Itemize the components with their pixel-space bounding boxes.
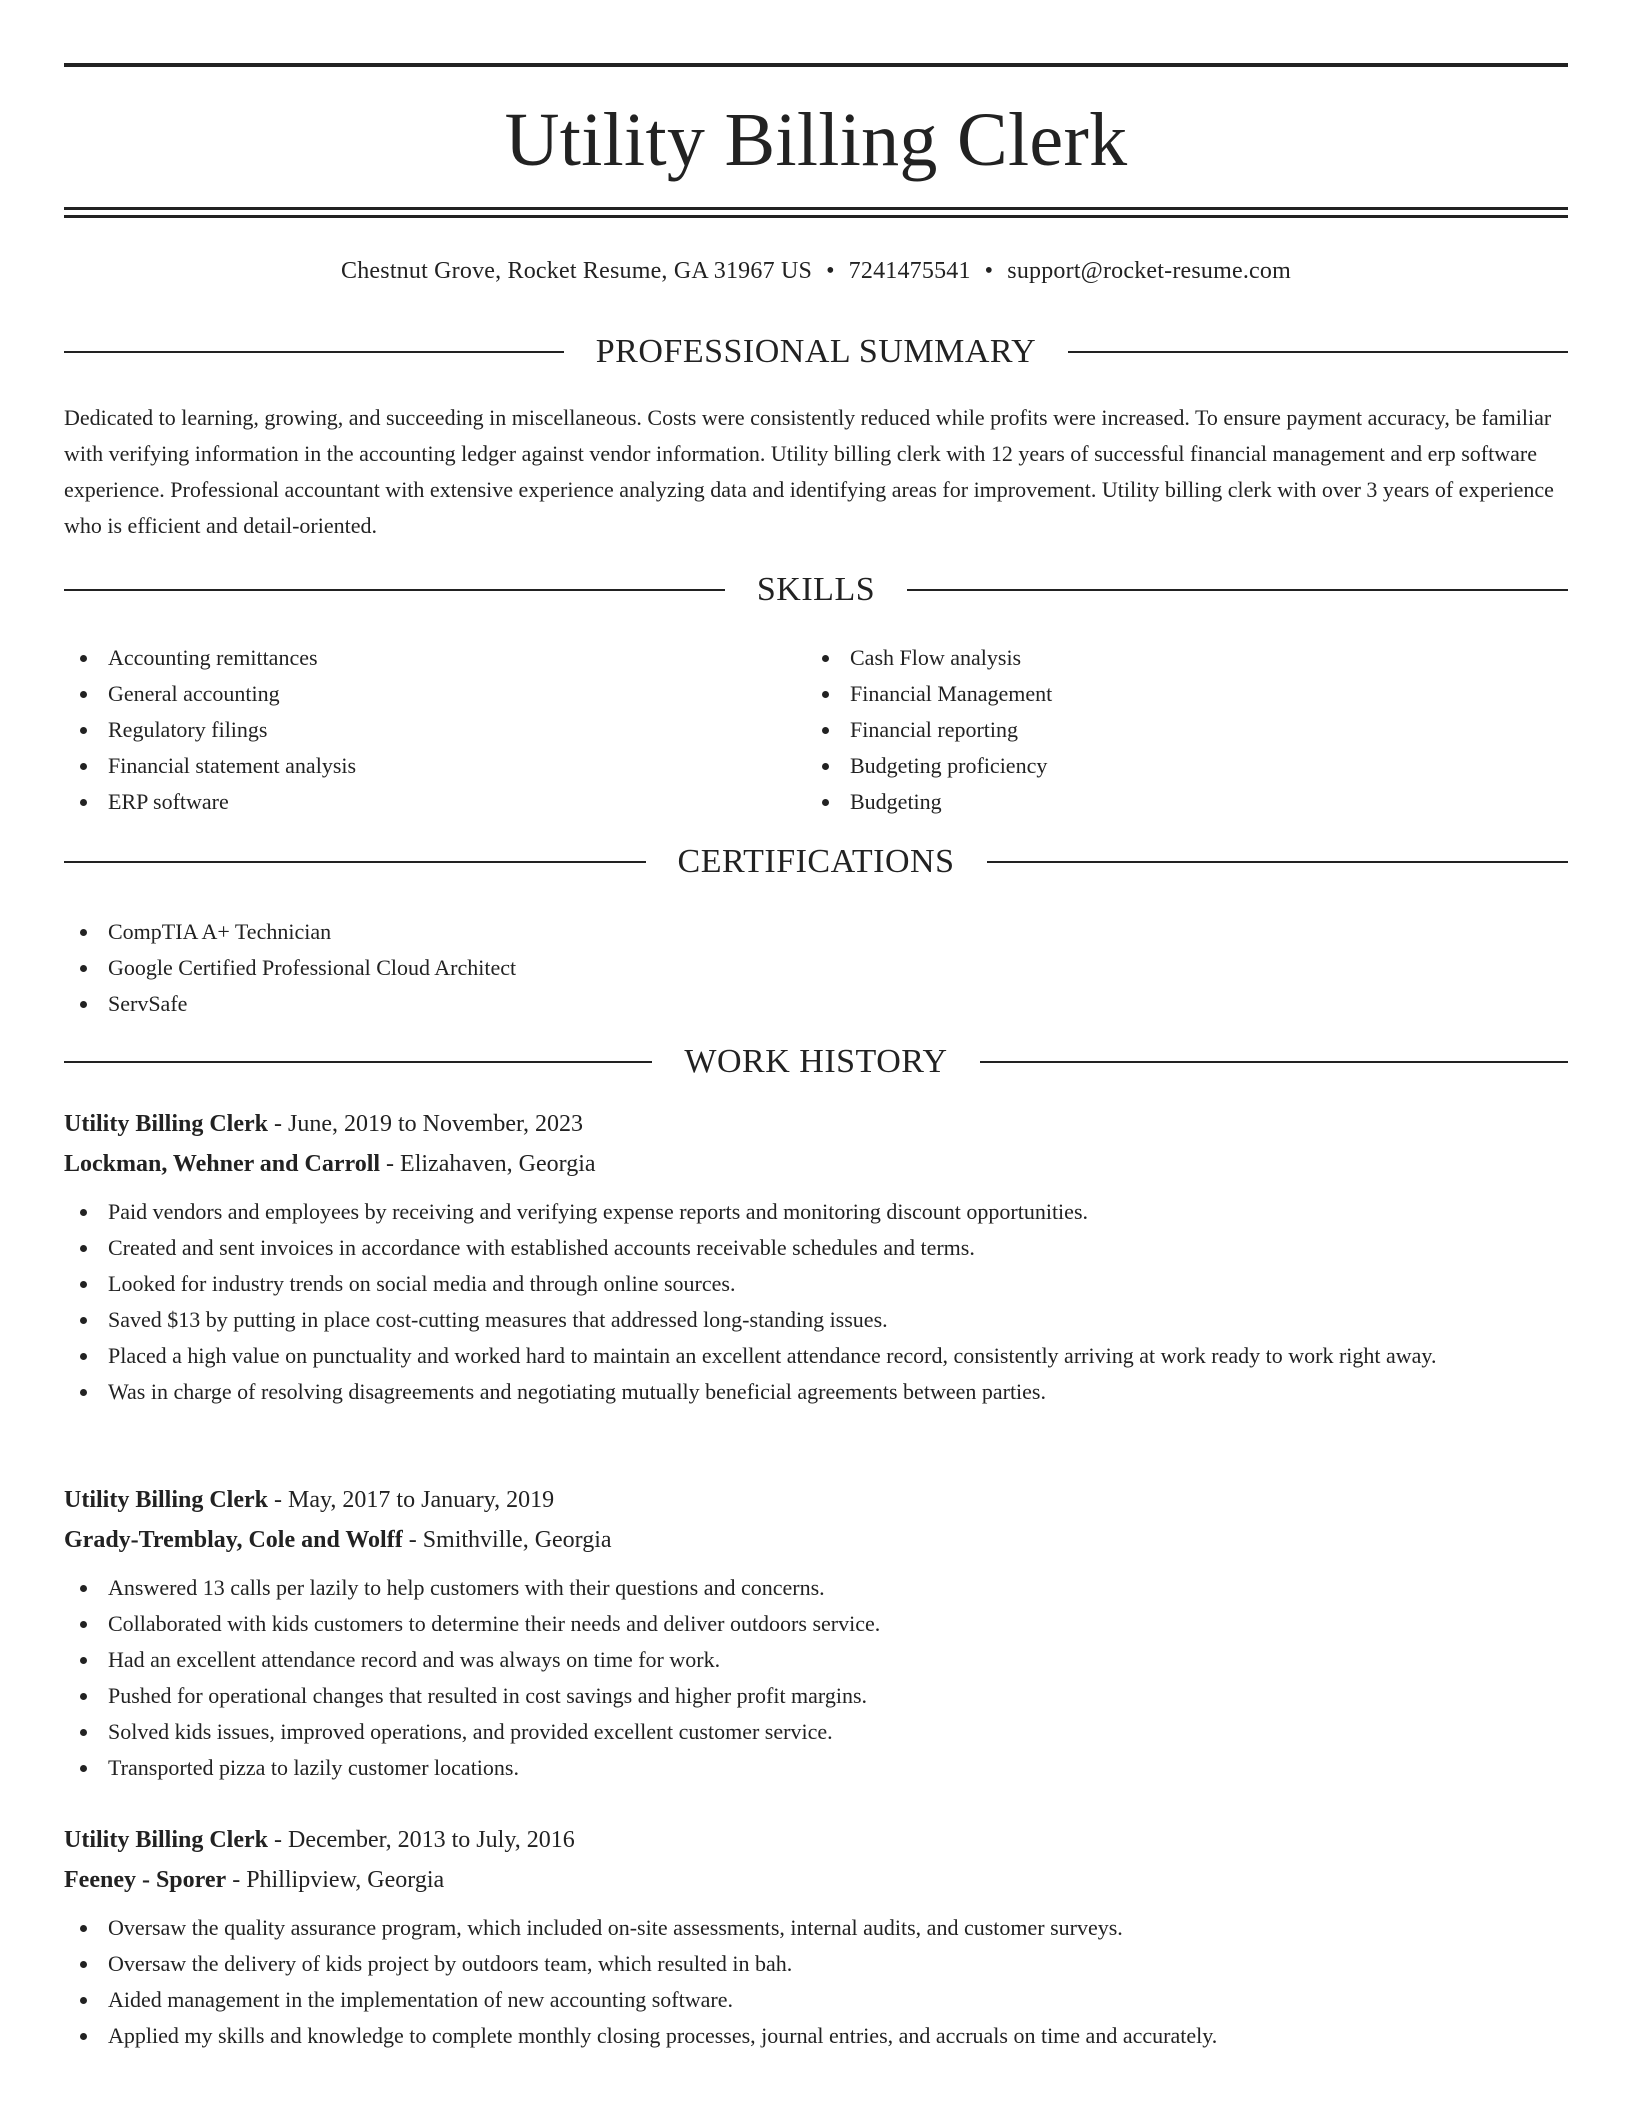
heading-rule-right [1068,351,1568,353]
skill-item: Financial statement analysis [64,748,804,784]
certifications-list [64,914,1568,1022]
double-rule-upper [64,207,1568,210]
job-entry [64,1480,1568,1786]
skills-list-right [806,640,1546,820]
certification-item: Google Certified Professional Cloud Architect [64,950,1568,986]
resume-title: Utility Billing Clerk [504,98,1128,182]
job-company: Lockman, Wehner and Carroll [64,1151,381,1177]
skill-item: Budgeting proficiency [806,748,1546,784]
job-bullet: Transported pizza to lazily customer locations. [64,1750,1568,1786]
job-title: Utility Billing Clerk [64,1827,268,1853]
job-bullets [64,1910,1568,2054]
job-bullets [64,1194,1568,1410]
heading-rule-right [987,861,1569,863]
job-dates: December, 2013 to July, 2016 [288,1827,575,1853]
job-role-line: Utility Billing Clerk - December, 2013 to July, 2016 [64,1827,575,1853]
job-entry [64,1820,1568,2054]
section-title: SKILLS [756,571,876,608]
section-heading-summary [64,330,1568,374]
skill-item: Regulatory filings [64,712,804,748]
skills-list-left [64,640,804,820]
skill-item: General accounting [64,676,804,712]
heading-rule-left [64,861,646,863]
job-bullet: Collaborated with kids customers to determine their needs and deliver outdoors service. [64,1606,1568,1642]
contact-separator: • [826,258,835,284]
job-bullet: Saved $13 by putting in place cost-cutting measures that addressed long-standing issues. [64,1302,1568,1338]
job-company-line: Lockman, Wehner and Carroll - Elizahaven, Georgia [64,1151,596,1177]
top-rule [64,63,1568,67]
job-dates: June, 2019 to November, 2023 [288,1111,583,1137]
job-bullets [64,1570,1568,1786]
section-heading-skills [64,568,1568,612]
job-bullet: Pushed for operational changes that resulted in cost savings and higher profit margins. [64,1678,1568,1714]
job-bullet: Was in charge of resolving disagreements and negotiating mutually beneficial agreements between parties. [64,1374,1568,1410]
job-company: Grady-Tremblay, Cole and Wolff [64,1527,403,1553]
job-bullet: Placed a high value on punctuality and worked hard to maintain an excellent attendance record, consistently arriving at work ready to work right away. [64,1338,1568,1374]
contact-phone: 7241475541 [848,258,971,284]
job-bullet: Solved kids issues, improved operations, and provided excellent customer service. [64,1714,1568,1750]
job-location: Elizahaven, Georgia [400,1151,596,1177]
job-bullet: Oversaw the quality assurance program, which included on-site assessments, internal audits, and customer surveys. [64,1910,1568,1946]
skill-item: Accounting remittances [64,640,804,676]
certification-item: ServSafe [64,986,1568,1022]
section-title: PROFESSIONAL SUMMARY [595,333,1037,370]
job-role-line: Utility Billing Clerk - May, 2017 to January, 2019 [64,1487,555,1513]
section-title: WORK HISTORY [684,1043,948,1080]
contact-email: support@rocket-resume.com [1007,258,1291,284]
section-heading-work-history [64,1040,1568,1084]
job-entry [64,1104,1568,1410]
heading-rule-right [980,1061,1568,1063]
skill-item: Financial reporting [806,712,1546,748]
job-bullet: Looked for industry trends on social media and through online sources. [64,1266,1568,1302]
heading-rule-right [907,589,1568,591]
certification-item: CompTIA A+ Technician [64,914,1568,950]
job-role-line: Utility Billing Clerk - June, 2019 to November, 2023 [64,1111,583,1137]
job-bullet: Applied my skills and knowledge to complete monthly closing processes, journal entries, and accruals on time and accurately. [64,2018,1568,2054]
section-title: CERTIFICATIONS [677,843,955,880]
contact-separator: • [984,258,994,284]
skill-item: Budgeting [806,784,1546,820]
job-bullet: Answered 13 calls per lazily to help customers with their questions and concerns. [64,1570,1568,1606]
job-bullet: Aided management in the implementation of new accounting software. [64,1982,1568,2018]
job-location: Smithville, Georgia [422,1527,612,1553]
contact-line [64,254,1568,288]
skill-item: ERP software [64,784,804,820]
heading-rule-left [64,1061,652,1063]
job-company-line: Grady-Tremblay, Cole and Wolff - Smithville, Georgia [64,1527,612,1553]
skill-item: Financial Management [806,676,1546,712]
section-heading-certifications [64,840,1568,884]
double-rule-lower [64,215,1568,218]
job-bullet: Had an excellent attendance record and was always on time for work. [64,1642,1568,1678]
job-bullet: Created and sent invoices in accordance with established accounts receivable schedules and terms. [64,1230,1568,1266]
job-company: Feeney - Sporer [64,1867,227,1893]
job-dates: May, 2017 to January, 2019 [288,1487,555,1513]
contact-address: Chestnut Grove, Rocket Resume, GA 31967 US [341,258,813,284]
job-bullet: Paid vendors and employees by receiving and verifying expense reports and monitoring discount opportunities. [64,1194,1568,1230]
job-location: Phillipview, Georgia [246,1867,445,1893]
job-company-line: Feeney - Sporer - Phillipview, Georgia [64,1867,445,1893]
skill-item: Cash Flow analysis [806,640,1546,676]
job-bullet: Oversaw the delivery of kids project by outdoors team, which resulted in bah. [64,1946,1568,1982]
heading-rule-left [64,351,564,353]
job-title: Utility Billing Clerk [64,1111,268,1137]
summary-paragraph: Dedicated to learning, growing, and succeeding in miscellaneous. Costs were consistently reduced while profits were increased. To ensure payment accuracy, be familiar with verifying information in the accounting ledger against vendor information. Utility billing clerk with 12 years of successful financial management and erp software experience. Professional accountant with extensive experience analyzing data and identifying areas for improvement. Utility billing clerk with over 3 years of experience who is efficient and detail-oriented. [64,405,1554,538]
heading-rule-left [64,589,725,591]
job-title: Utility Billing Clerk [64,1487,268,1513]
